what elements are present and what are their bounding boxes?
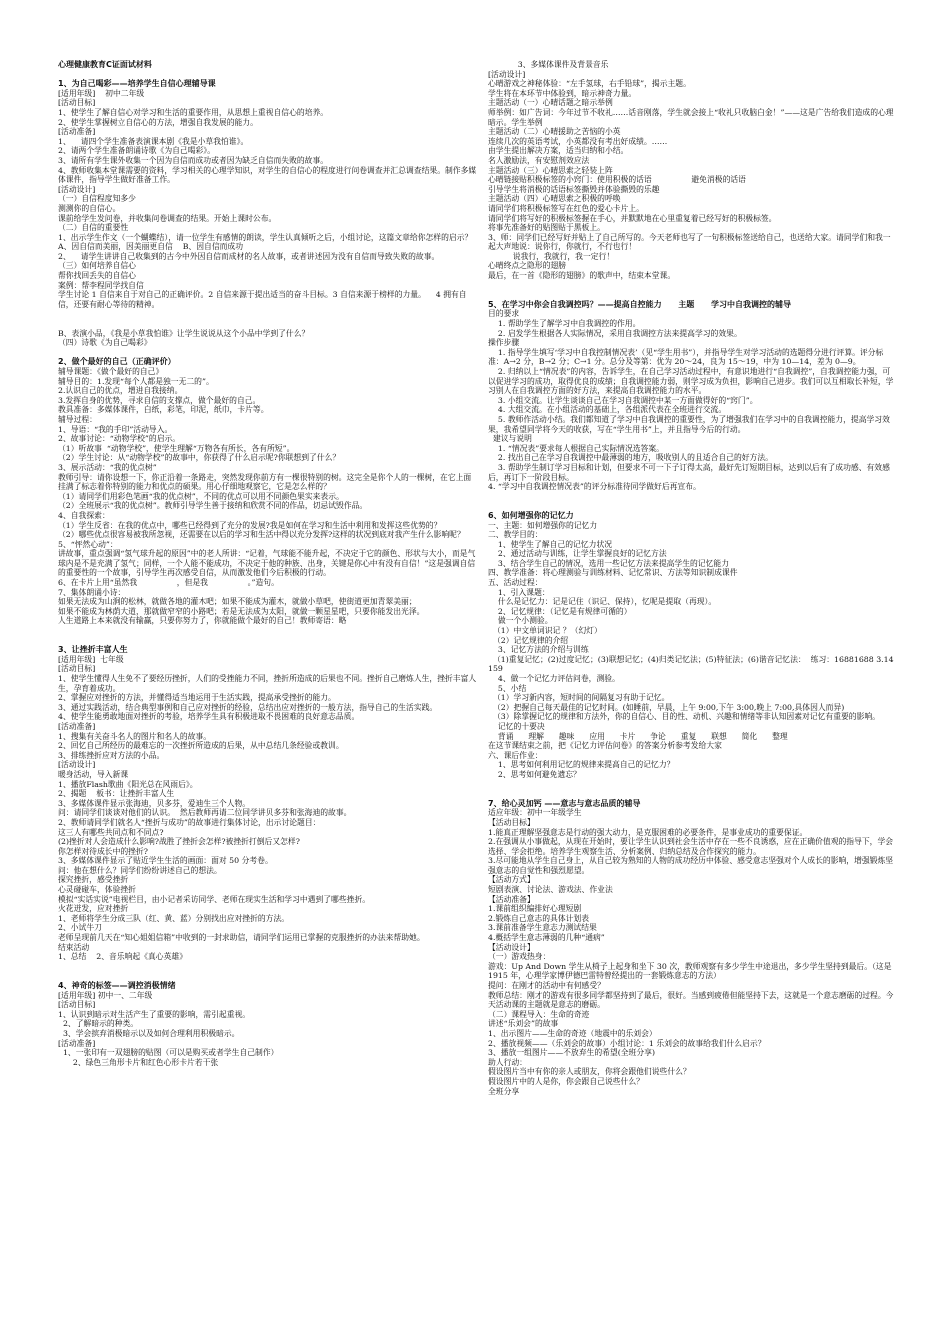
text-line: 3.课前准备学生意志力测试结果: [488, 923, 597, 933]
text-line: [活动准备]: [58, 127, 96, 137]
text-line: （一）自信程度知多少: [58, 194, 136, 204]
text-line: 探究挫折，感受挫折: [58, 875, 129, 885]
text-line: 1. “情况表”要求每人根据自己实际情况选答案。: [488, 443, 664, 453]
text-line: （1）中文单词识记 ？（幻灯）: [488, 626, 602, 636]
text-line: 2、 请学生讲讲自己收集到的古今中外因自信而成材的名人故事，或者讲述因为没有自信而导致失败的故事。: [58, 251, 440, 261]
text-line: （1）请同学们用彩色笔画“我的优点树”，不同的优点可以用不同颜色果实来表示。: [58, 491, 344, 501]
text-line: [488, 281, 898, 291]
text-line: 请同学们将写好的积极标签握在手心，并默默地在心里重复着已经写好的积极标签。: [488, 213, 777, 223]
text-line: （1）听故事 “动物学校”，使学生理解“万物各有所长，各有所短”。: [58, 443, 295, 453]
text-line: 如果无法成为山涧的松林，就做各地的灌木吧；如果不能成为灌木，就做小草吧，使街道更加青翠美丽；: [58, 597, 417, 607]
text-line: 1. 指导学生填写‘学习中自我控制情况表’（见“学生用书”），并指导学生对学习活动的选题得分进行评算。评分标准：A→2 分，B→2 分；C→1 分。总分及等第：优为 20～24，良为 15～19，中为 10—14，差为 0—9。: [488, 347, 884, 367]
text-line: 记忆的十要决: [488, 721, 545, 731]
text-line: 主题活动（四）心晴思索之积极的呼唤: [488, 194, 621, 204]
text-line: 将事先准备好的贴图贴于黑板上。: [488, 223, 605, 233]
text-line: [适用年级] 初中一、二年级: [58, 990, 153, 1000]
text-line: 目的要求: [488, 309, 520, 319]
text-line: 假设图片当中有你的亲人或朋友，你将会跟他们说些什么？: [488, 1067, 691, 1077]
text-line: 7、集体朗诵小诗：: [58, 587, 126, 597]
text-line: 师举例：如广告词：今年过节不收礼……话音刚落，学生就会接上“收礼只收脑白金！”——这是广告给我们造成的心理暗示。学生举例: [488, 107, 894, 127]
text-line: 提问：在刚才的活动中有何感受？: [488, 981, 605, 990]
text-line: 1、老师将学生分成三队（红、黄、蓝）分别找出应对挫折的方法。: [58, 913, 290, 923]
text-line: 六、课后作业：: [488, 750, 543, 760]
text-line: 2、故事讨论：“动物学校”的启示。: [58, 434, 181, 444]
text-line: 二、教学目的：: [488, 530, 543, 540]
text-line: 讲述“乐刘会”的故事: [488, 1019, 559, 1029]
text-line: 连续几次的英语考试，小英都没有考出好成绩。……: [488, 136, 668, 146]
text-line: 讲故事，重点强调“氢气球升起的原因”中的老人所讲：“记着，气球能不能升起，不决定于它的颜色、形状与大小，而是气球内是不是充满了氢气；同样，一个人能不能成功，不决定于他的种族、出身，关键是你心中有没有自信！”这是强调自信的重要性的一个故事，引导学生再次感受自信，从而激发他们今后积极的行动。: [58, 549, 476, 578]
text-line: 2、掌握应对挫折的方法，并懂得适当地运用于生活实践，提高承受挫折的能力。: [58, 693, 336, 703]
text-line: [488, 492, 898, 502]
text-line: （3）除掌握记忆的规律和方法外，你的自信心、目的性、动机、兴趣和情绪等非认知因素对记忆有重要的影响。: [488, 712, 880, 722]
text-line: 2. 找出自己在学习自我调控中最薄弱的地方，吸收别人的且适合自己的好方法。: [488, 453, 773, 463]
text-line: [58, 636, 478, 646]
text-line: 辅导过程：: [58, 414, 97, 424]
text-line: [活动目标]: [58, 98, 96, 108]
text-line: (2)挫折对人会造成什么影响?战胜了挫折会怎样?被挫折打倒后又怎样?: [58, 837, 300, 847]
text-line: 2.在强调从小事做起，从现在开始时，要让学生认识到社会生活中存在一些不良诱惑，应在正确价值观的指导下，学会选择、学会拒绝。培养学生观察生活、分析案例、归纳总结及合作探究的能力。: [488, 837, 894, 856]
text-line: [活动设计]: [58, 184, 96, 194]
text-line: （1）学习新内容，短时间的间隔复习有助于记忆。: [488, 693, 670, 703]
text-line: 如果不能成为林荫大道，那就做窄窄的小路吧；若是无法成为太阳，就做一颗星星吧，只要你能发出光泽。: [58, 606, 425, 616]
text-line: 【活动目标】: [488, 817, 535, 827]
text-line: 最后，在一首《隐形的翅膀》的歌声中，结束本堂课。: [488, 271, 676, 281]
text-line: 游戏：Up And Down 学生从椅子上起身和坐下 30 次，教师观察有多少学生中途退出，多少学生坚持到最后。（这是 1915 年，心理学家博伊德巴雷特曾经提出的一套锻炼意志的方法）: [488, 961, 895, 981]
text-line: [活动设计]: [58, 760, 96, 770]
text-line: 主题活动（二）心晴援助之苦恼的小英: [488, 127, 621, 137]
text-line: 结束活动: [58, 942, 90, 952]
text-line: 5、在学习中你会自我调控吗？——提高自控能力 主题 学习中自我调控的辅导: [488, 299, 791, 309]
right-column: [488, 60, 898, 1096]
text-line: 引导学生将消极的话语标签撕毁并体验撕毁的乐趣: [488, 184, 660, 194]
text-line: 1、使学生了解自信心对学习和生活的重要作用，从思想上重视自信心的培养。: [58, 107, 329, 117]
text-line: （2）记忆规律的介绍: [488, 635, 569, 645]
text-line: （2）哪些优点很容易被我所忽视，还需要在以后的学习和生活中得以充分发挥?这样的状况到底对我产生什么影响呢？: [58, 530, 465, 540]
text-line: 什么是记忆力：记是记住（识记、保持），忆呢是提取（再现）。: [488, 597, 717, 607]
text-line: 2、记忆规律：（记忆是有规律可循的）: [488, 606, 632, 616]
text-line: 2、使学生掌握树立自信心的方法，增强自我发展的能力。: [58, 117, 258, 127]
text-line: 【活动准备】: [488, 894, 535, 904]
text-line: 假设图片中的人是你，你会跟自己说些什么？: [488, 1076, 644, 1086]
text-line: 1.课前组织编排好心理短剧: [488, 904, 582, 914]
text-line: 这三人有哪些共同点和不同点?: [58, 827, 164, 837]
text-line: 操作步骤: [488, 338, 520, 348]
text-line: [488, 290, 898, 300]
text-line: （四）诗歌《为自己喝彩》: [58, 338, 152, 348]
text-line: 【活动设计】: [488, 942, 535, 952]
text-line: 五、活动过程：: [488, 578, 543, 588]
text-line: 1、引入课题：: [488, 587, 550, 597]
text-line: [488, 789, 898, 799]
text-line: 心理健康教育C证面试材料: [58, 60, 152, 69]
text-line: 3.发挥自身的优势，寻求自信的支撑点，做个最好的自己。: [58, 395, 261, 405]
text-line: 4、使学生能勇敢地面对挫折的考验，培养学生具有积极进取不畏困难的良好意志品质。: [58, 712, 360, 722]
text-line: 辅导课题：《做个最好的自己》: [58, 367, 164, 376]
text-line: 1、出示图片——生命的奇迹（地震中的乐刘会）: [488, 1028, 657, 1038]
text-line: 学生讨论 1 自信来自于对自己的正确评价。2 自信来源于提出适当的奋斗目标。3 自信来源于榜样的力量。 4 拥有自信，还要有耐心等待的精神。: [58, 290, 467, 309]
text-line: （2）把握自己每天最佳的记忆时间。(如睡前，早晨，上午 9:00,下午 3:00,晚上 7:00,具体因人而异): [488, 702, 845, 712]
text-line: 主题活动（一）心晴话题之暗示举例: [488, 98, 613, 108]
text-line: 做一个小测验。: [488, 616, 553, 626]
text-line: [活动目标]: [58, 664, 96, 674]
text-line: 2、回忆自己所经历的最难忘的一次挫折所造成的后果，从中总结几条经验或教训。: [58, 741, 344, 751]
text-line: 5. 教师作活动小结。我们都知道了学习中自我调控的重要性，为了增强我们在学习中的自我调控能力，提高学习效果，我希望同学将今天的收获，写在“学生用书”上，并且指导今后的行动。: [488, 414, 890, 434]
text-line: 说我行，我就行，我一定行！: [488, 251, 615, 261]
text-line: 1.能真正理解坚强意志是行动的强大动力，是克服困难的必要条件，是事业成功的重要保证。: [488, 827, 808, 837]
text-line: 2、请两个学生准备朗诵诗歌《为自己喝彩》。: [58, 146, 215, 156]
text-line: 助人行动：: [488, 1057, 527, 1067]
text-line: 四、教学准备：将心理测验与训练材料、记忆常识、方法等知识制成课件: [488, 568, 738, 578]
text-line: 6、在卡片上用“虽然我 ，但是我 。”造句。: [58, 578, 279, 588]
text-line: 3. 小组交流。让学生谈谈自己在学习自我调控中某一方面做得好的“窍门”。: [488, 395, 758, 405]
text-line: 【活动方式】: [488, 875, 535, 885]
text-line: 3、记忆方法的介绍与训练: [488, 645, 589, 655]
text-line: [适用年级] 七年级: [58, 654, 124, 664]
text-line: B、表演小品，《我是小草我怕谁》让学生说说从这个小品中学到了什么？: [58, 328, 310, 338]
text-line: （2）全班展示“我的优点树”。教师引导学生善于接纳和欣赏不同的作品，切忌试毁作品。: [58, 501, 368, 511]
text-line: 4、自我探索：: [58, 510, 110, 520]
text-line: 2、思考如何避免遗忘？: [488, 769, 581, 779]
text-line: 5、小结: [488, 683, 527, 693]
text-line: [58, 971, 478, 981]
text-line: （三）如何培养自信心: [58, 261, 136, 271]
text-line: 2、播放视频——（乐刘会的故事）小组讨论：1 乐刘会的故事给我们什么启示？: [488, 1038, 766, 1048]
text-line: [58, 626, 478, 636]
text-line: 3. 帮助学生制订学习目标和计划，但要求不可一下子订得太高，最好先订短期目标，达到以后有了成功感、有效感后，再订下一阶段目标。: [488, 462, 890, 482]
text-line: 4.概括学生意志薄弱的几种“通病”: [488, 933, 605, 943]
text-line: 案例：帮李程同学找自信: [58, 280, 144, 290]
text-line: 心晴终点之隐形的翅膀: [488, 261, 566, 271]
text-line: （2）学生讨论：从“动物学校”的故事中，你获得了什么启示呢?你联想到了什么？: [58, 453, 341, 463]
text-line: [活动准备]: [58, 721, 96, 731]
text-line: 帮你找回丢失的自信心: [58, 271, 136, 281]
text-line: 由学生提出解决方案，适当归纳和小结。: [488, 146, 629, 156]
text-line: 老师呈现前几天在“知心姐姐信箱”中收到的一封求助信，请同学们运用已掌握的克服挫折的办法来帮助她。: [58, 933, 425, 943]
text-line: 2.认识自己的优点，增进自我接纳。: [58, 386, 183, 396]
text-line: 2、揭题 板书：让挫折丰富人生: [58, 789, 175, 799]
text-line: 3.尽可能地从学生自己身上，从自己较为熟知的人物的成功经历中体验、感受意志坚强对个人成长的影响，增强锻炼坚强意志的自觉性和强烈愿望。: [488, 856, 894, 875]
text-line: 3、让挫折丰富人生: [58, 645, 128, 655]
text-line: 问：他在想什么？同学们纷纷讲述自己的想法。: [58, 865, 222, 875]
left-column: [58, 60, 478, 1067]
text-line: 7、给心灵加钙 ——意志与意志品质的辅导: [488, 798, 641, 808]
text-line: 1、使学生懂得人生免不了要经历挫折，人们的受挫能力不同，挫折所造成的后果也不同。挫折自己磨炼人生，挫折丰富人生，孕育着成功。: [58, 674, 477, 693]
text-line: 模拟“实话实说”电视栏目，由小记者采访同学、老师在现实生活和学习中遇到了哪些挫折。: [58, 894, 371, 904]
text-line: 请同学们将积极标签写在红色的爱心卡片上。: [488, 203, 644, 213]
text-line: [活动目标]: [58, 1000, 96, 1010]
text-line: 心灵碰碰车，体验挫折: [58, 885, 136, 895]
text-line: 2、绿色三角形卡片和红色心形卡片若干张: [58, 1057, 219, 1067]
text-line: 3、多媒体课件及背景音乐: [488, 60, 609, 69]
text-line: 1、总结 2、音乐响起《真心英雄》: [58, 952, 187, 962]
text-line: 2、做个最好的自己（正确评价）: [58, 357, 176, 367]
text-line: 4. 大组交流。在小组活动的基础上，各组派代表在全班进行交流。: [488, 405, 727, 415]
text-line: 辅导目的：1.发现“每个人都是独一无二的”。: [58, 376, 214, 386]
text-line: 3、多媒体课件显示张海迪，贝多芬，爱迪生三个人物。: [58, 798, 251, 808]
text-line: 3、通过实践活动，结合典型事例和自己应对挫折的经验，总结出应对挫折的一般方法，指导自己的生活实践。: [58, 702, 438, 712]
text-line: 1、搜集有关奋斗名人的图片和名人的故事。: [58, 731, 212, 741]
text-line: 测测你的自信心。: [58, 203, 121, 213]
text-line: 1、 请四个学生准备表演课本剧《我是小草我怕谁》。: [58, 136, 249, 146]
text-line: 一、主题：如何增强你的记忆力: [488, 520, 598, 530]
text-line: （二）课程导入：生命的奇迹: [488, 1009, 590, 1019]
text-line: [58, 319, 478, 329]
text-line: 3、排练挫折应对方法的小品。: [58, 750, 165, 760]
text-line: 你怎样对待成长中的挫折?: [58, 846, 148, 856]
text-line: [活动设计]: [488, 69, 526, 79]
text-line: 5、“怦然心动”：: [58, 539, 118, 549]
text-line: 1、认识到暗示对生活产生了重要的影响，需引起重视。: [58, 1009, 251, 1019]
text-line: 3、学会摈弃消极暗示以及如何合理利用积极暗示。: [58, 1028, 240, 1038]
text-line: 3、师：同学们已经写好并贴上了自己所写的。今天老师也写了一句积极标签送给自己，也送给大家。请同学们和我一起大声地说：说你行，你就行，不行也行！: [488, 232, 891, 252]
text-line: 建议与说明: [488, 434, 532, 444]
text-line: 2.锻炼自己意志的具体计划表: [488, 913, 590, 923]
text-line: 1、为自己喝彩——培养学生自信心理辅导课: [58, 79, 216, 89]
text-line: （1）学生反省：在我的优点中，哪些已经得到了充分的发展?我是如何在学习和生活中利用和发挥这些优势的？: [58, 520, 442, 530]
text-line: [488, 501, 898, 511]
text-line: 学生将在本环节中体验到，暗示神奇力量。: [488, 88, 637, 98]
text-line: [活动准备]: [58, 1038, 96, 1048]
text-line: 2. 归纳以上“情况表”的内容，告诉学生，在自己学习活动过程中，有意识地进行“自我调控”，自我调控能力强，可以促进学习的成功，取得优良的成绩；自我调控能力弱，则学习成为负担，影响自己进步。我们可以互相取长补短，学习别人在自我调控方面的好方法，来提高自我调控能力的水平。: [488, 367, 894, 396]
text-line: 短剧表演、讨论法、游戏法、作业法: [488, 885, 613, 895]
text-line: 3、播放一组图片——不放弃生的希望(全班分享): [488, 1048, 655, 1058]
text-line: 3、结合学生自己的情况，选用一些记忆方法来提高学生的记忆能力: [488, 558, 729, 568]
text-line: 暖身活动，导入新课: [58, 769, 129, 779]
text-line: 问：请同学们谈谈对他们的认识。 然后教师再请二位同学讲贝多芬和张海迪的故事。: [58, 808, 352, 818]
text-line: 2、了解暗示的种类。: [58, 1019, 139, 1029]
text-line: 心晴游戏之神秘体验：“左手氢球，右手铅球”，揭示主题。: [488, 79, 691, 89]
text-line: 名人激励法，有安慰剂效应法: [488, 155, 590, 165]
text-line: [488, 780, 898, 790]
text-line: 3、多媒体课件显示了贴近学生生活的画面：面对 50 分考卷。: [58, 856, 273, 866]
text-line: 3、展示活动：“我的优点树”: [58, 462, 157, 472]
text-line: [适用年级] 初中二年级: [58, 88, 145, 98]
text-line: 人生道路上本来就没有输赢，只要你努力了，你就能做个最好的自己！教师寄语：略: [58, 616, 347, 626]
text-line: 火花迸发，应对挫折: [58, 904, 129, 914]
text-line: 课前给学生发问卷，并收集问卷调查的结果。开始上课时公布。: [58, 213, 277, 223]
text-line: 1、出示学生作文（一个蝴蝶结），请一位学生有感情的朗读，学生认真倾听之后，小组讨论，这篇文章给你怎样的启示？A、因自信而美丽，因美丽更自信 B、因自信而成功: [58, 232, 473, 252]
text-line: [58, 70, 478, 80]
text-line: 4、做一个记忆力评估问卷，测验。: [488, 674, 620, 683]
text-line: 教具准备：多媒体课件，白纸，彩笔，印泥，纸巾，卡片等。: [58, 405, 269, 415]
text-line: [58, 962, 478, 972]
text-line: 2、教师请同学们就名人“挫折与成功”的故事进行集体讨论，出示讨论题目：: [58, 817, 321, 827]
text-line: 在这节课结束之前，把《记忆力评估问卷》的答案分析参考发给大家: [488, 741, 722, 751]
text-line: 背诵 理解 趣味 应用 卡片 争论 重复 联想 简化 整理: [488, 731, 788, 741]
text-line: 教师总结：刚才的游戏有很多同学都坚持到了最后，很好。当感到疲倦但能坚持下去，这就是一个意志磨砺的过程。今天活动课的主题就是意志的磨砺。: [488, 990, 894, 1010]
text-line: 适应年级：初中一年级学生: [488, 808, 582, 818]
text-line: 心晴链接贴积极标签的小窍门：使用积极的话语 避免消极的话语: [488, 175, 746, 185]
text-line: （1)重复记忆；(2)过度记忆；(3)联想记忆；(4)归类记忆法；(5)特征法；(6)谐音记忆法： 练习：16881688 3.14159: [488, 654, 894, 674]
text-line: 3、请所有学生课外收集一个因为自信而成功或者因为缺乏自信而失败的故事。: [58, 155, 329, 165]
text-line: 4、神奇的标签——调控消极情绪: [58, 981, 176, 990]
text-line: 1、播放Flash歌曲《阳光总在风雨后》。: [58, 779, 198, 789]
text-line: 2、小试牛刀: [58, 923, 102, 933]
text-line: （一）游戏热身：: [488, 952, 551, 962]
text-line: 2、通过活动与训练，让学生掌握良好的记忆方法: [488, 549, 667, 559]
text-line: 4、教师收集本堂课需要的资料，学习相关的心理学知识，对学生的自信心的程度进行问卷调查并汇总调查结果。制作多媒体课件，指导学生做好准备工作。: [58, 165, 477, 185]
text-line: 1、使学生了解自己的记忆力状况: [488, 539, 613, 549]
text-line: [58, 309, 478, 319]
text-line: 教师引导：请你设想一下，你正沿着一条路走，突然发现你前方有一棵很特别的树。这完全是你个人的一棵树，在它上面挂满了标志着你特别的能力和优点的硕果。用心仔细地观察它，它是怎么样的？: [58, 472, 472, 492]
text-line: （二）自信的重要性: [58, 223, 129, 233]
text-line: 1、一张印有一双翅膀的贴图（可以是购买或者学生自己制作）: [58, 1048, 279, 1058]
text-line: 1. 帮助学生了解学习中自我调控的作用。: [488, 319, 641, 329]
text-line: 主题活动（三）心晴思索之轻装上阵: [488, 165, 613, 175]
text-line: [58, 348, 478, 358]
text-line: 4. “学习中自我调控情况表”的评分标准待同学做好后再宣布。: [488, 482, 701, 492]
text-line: 1、导语：“我的手印”活动导入。: [58, 424, 173, 434]
text-line: 2. 启发学生根据各人实际情况，采用自我调控方法来提高学习的效果。: [488, 328, 742, 338]
text-line: 6、如何增强你的记忆力: [488, 510, 574, 520]
text-line: 1、思考如何利用记忆的规律来提高自己的记忆力？: [488, 760, 675, 770]
text-line: 全班分享: [488, 1086, 520, 1096]
